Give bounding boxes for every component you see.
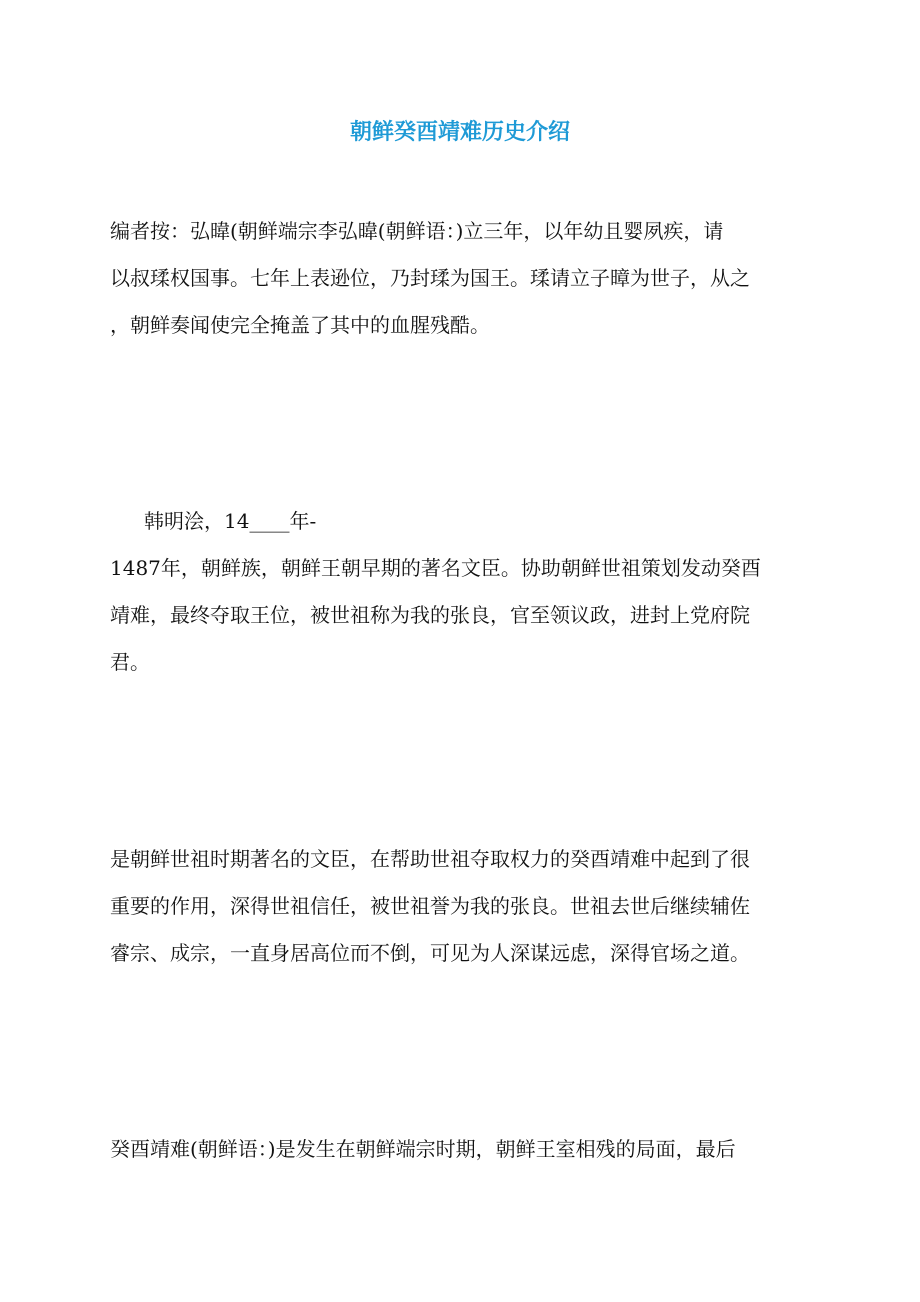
paragraph-line: 韩明浍，14____年- [144, 509, 317, 533]
paragraph-line: 重要的作用，深得世祖信任，被世祖誉为我的张良。世祖去世后继续辅佐 [110, 894, 750, 918]
paragraph-line: 是朝鲜世祖时期著名的文臣，在帮助世祖夺取权力的癸酉靖难中起到了很 [110, 847, 750, 871]
paragraph-gyeyu-jeongnan [110, 1126, 810, 1173]
paragraph-han-myeonghoe [110, 498, 810, 686]
paragraph-editor-note [110, 208, 810, 349]
document-title: 朝鲜癸酉靖难历史介绍 [349, 120, 570, 145]
paragraph-minister-role [110, 836, 810, 977]
paragraph-line: 癸酉靖难(朝鲜语：)是发生在朝鲜端宗时期，朝鲜王室相残的局面，最后 [110, 1137, 736, 1161]
paragraph-line: 1487年，朝鲜族，朝鲜王朝早期的著名文臣。协助朝鲜世祖策划发动癸酉 [110, 556, 761, 580]
paragraph-line: 靖难，最终夺取王位，被世祖称为我的张良，官至领议政，进封上党府院 [110, 603, 750, 627]
paragraph-line: 编者按：弘暐(朝鲜端宗李弘暐(朝鲜语：)立三年，以年幼且婴夙疾，请 [110, 219, 724, 243]
paragraph-line: 睿宗、成宗，一直身居高位而不倒，可见为人深谋远虑，深得官场之道。 [110, 941, 750, 965]
paragraph-line: 君。 [110, 650, 150, 674]
paragraph-line: 以叔瑈权国事。七年上表逊位，乃封瑈为国王。瑈请立子暲为世子，从之 [110, 266, 750, 290]
paragraph-line: ，朝鲜奏闻使完全掩盖了其中的血腥残酷。 [110, 313, 490, 337]
